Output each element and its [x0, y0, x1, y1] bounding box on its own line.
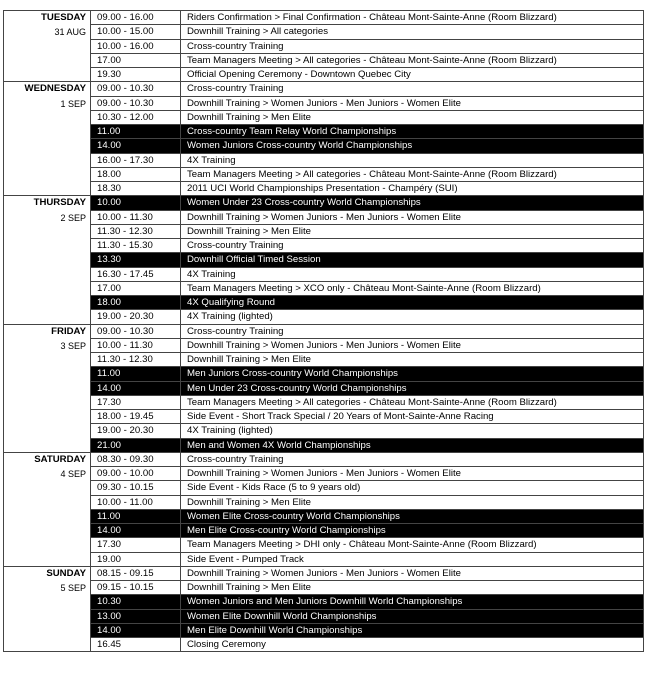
schedule-row — [4, 481, 644, 495]
schedule-row — [4, 424, 644, 438]
event-cell: Closing Ceremony — [181, 638, 644, 652]
event-cell: 2011 UCI World Championships Presentation - Champéry (SUI) — [181, 182, 644, 196]
schedule-row — [4, 566, 644, 580]
time-cell: 11.00 — [91, 509, 181, 523]
time-cell: 09.30 - 10.15 — [91, 481, 181, 495]
time-cell: 16.00 - 17.30 — [91, 153, 181, 167]
event-cell: Team Managers Meeting > All categories - Château Mont-Sainte-Anne (Room Blizzard) — [181, 167, 644, 181]
event-cell: Downhill Official Timed Session — [181, 253, 644, 267]
event-cell: Men Juniors Cross-country World Championships — [181, 367, 644, 381]
day-cell — [4, 11, 91, 82]
event-cell: 4X Qualifying Round — [181, 296, 644, 310]
time-cell: 18.00 — [91, 167, 181, 181]
day-date: 4 SEP — [60, 469, 86, 479]
event-cell: Cross-country Training — [181, 239, 644, 253]
time-cell: 10.00 - 11.00 — [91, 495, 181, 509]
time-cell: 11.30 - 15.30 — [91, 239, 181, 253]
time-cell: 19.30 — [91, 68, 181, 82]
day-name: THURSDAY — [33, 197, 86, 209]
schedule-row — [4, 25, 644, 39]
time-cell: 14.00 — [91, 381, 181, 395]
time-cell: 09.00 - 10.30 — [91, 96, 181, 110]
event-cell: 4X Training — [181, 267, 644, 281]
time-cell: 11.30 - 12.30 — [91, 353, 181, 367]
event-cell: Downhill Training > Women Juniors - Men Juniors - Women Elite — [181, 338, 644, 352]
event-cell: Women Under 23 Cross-country World Championships — [181, 196, 644, 210]
event-cell: Side Event - Kids Race (5 to 9 years old) — [181, 481, 644, 495]
time-cell: 10.00 - 15.00 — [91, 25, 181, 39]
event-cell: Cross-country Training — [181, 452, 644, 466]
schedule-row-championship — [4, 196, 644, 210]
time-cell: 14.00 — [91, 139, 181, 153]
schedule-row — [4, 353, 644, 367]
schedule-row — [4, 110, 644, 124]
event-cell: Downhill Training > Women Juniors - Men Juniors - Women Elite — [181, 467, 644, 481]
event-cell: Downhill Training > Women Juniors - Men Juniors - Women Elite — [181, 210, 644, 224]
schedule-row — [4, 224, 644, 238]
event-cell: Riders Confirmation > Final Confirmation - Château Mont-Sainte-Anne (Room Blizzard) — [181, 11, 644, 25]
schedule-row — [4, 96, 644, 110]
time-cell: 09.00 - 16.00 — [91, 11, 181, 25]
time-cell: 14.00 — [91, 524, 181, 538]
schedule-row-championship — [4, 438, 644, 452]
time-cell: 21.00 — [91, 438, 181, 452]
event-cell: Women Juniors Cross-country World Championships — [181, 139, 644, 153]
schedule-row — [4, 11, 644, 25]
schedule-row — [4, 267, 644, 281]
day-date: 1 SEP — [60, 98, 86, 109]
time-cell: 16.30 - 17.45 — [91, 267, 181, 281]
event-cell: Men Elite Cross-country World Championships — [181, 524, 644, 538]
event-cell: Cross-country Training — [181, 39, 644, 53]
schedule-row-championship — [4, 609, 644, 623]
day-cell — [4, 566, 91, 652]
event-cell: Team Managers Meeting > XCO only - Château Mont-Sainte-Anne (Room Blizzard) — [181, 281, 644, 295]
event-cell: Official Opening Ceremony - Downtown Quebec City — [181, 68, 644, 82]
event-cell: Side Event - Pumped Track — [181, 552, 644, 566]
time-cell: 18.30 — [91, 182, 181, 196]
day-name: SATURDAY — [34, 453, 86, 465]
time-cell: 10.00 — [91, 196, 181, 210]
time-cell: 08.15 - 09.15 — [91, 566, 181, 580]
schedule-row — [4, 581, 644, 595]
day-cell — [4, 196, 91, 324]
event-cell: Women Elite Cross-country World Championships — [181, 509, 644, 523]
event-cell: Downhill Training > Men Elite — [181, 495, 644, 509]
event-cell: Women Juniors and Men Juniors Downhill World Championships — [181, 595, 644, 609]
schedule-row — [4, 281, 644, 295]
time-cell: 09.00 - 10.30 — [91, 324, 181, 338]
event-cell: Cross-country Team Relay World Championships — [181, 125, 644, 139]
event-cell: Downhill Training > Men Elite — [181, 581, 644, 595]
event-cell: Downhill Training > Women Juniors - Men Juniors - Women Elite — [181, 566, 644, 580]
schedule-row — [4, 467, 644, 481]
time-cell: 14.00 — [91, 623, 181, 637]
day-name: TUESDAY — [41, 12, 86, 23]
day-date: 3 SEP — [60, 340, 86, 351]
day-date: 2 SEP — [60, 212, 86, 223]
time-cell: 08.30 - 09.30 — [91, 452, 181, 466]
time-cell: 16.45 — [91, 638, 181, 652]
event-cell: 4X Training (lighted) — [181, 424, 644, 438]
schedule-row — [4, 452, 644, 466]
schedule-row-championship — [4, 367, 644, 381]
time-cell: 11.30 - 12.30 — [91, 224, 181, 238]
day-cell — [4, 452, 91, 566]
time-cell: 19.00 - 20.30 — [91, 310, 181, 324]
schedule-row — [4, 167, 644, 181]
schedule-row-championship — [4, 595, 644, 609]
time-cell: 11.00 — [91, 125, 181, 139]
event-cell: 4X Training (lighted) — [181, 310, 644, 324]
event-cell: Men Under 23 Cross-country World Championships — [181, 381, 644, 395]
event-cell: Team Managers Meeting > All categories - Château Mont-Sainte-Anne (Room Blizzard) — [181, 53, 644, 67]
schedule-row — [4, 182, 644, 196]
schedule-row-championship — [4, 524, 644, 538]
schedule-row — [4, 395, 644, 409]
time-cell: 19.00 — [91, 552, 181, 566]
day-date: 31 AUG — [54, 27, 86, 38]
time-cell: 10.00 - 11.30 — [91, 210, 181, 224]
time-cell: 13.00 — [91, 609, 181, 623]
time-cell: 18.00 - 19.45 — [91, 410, 181, 424]
schedule-row — [4, 552, 644, 566]
time-cell: 19.00 - 20.30 — [91, 424, 181, 438]
time-cell: 10.30 - 12.00 — [91, 110, 181, 124]
schedule-row — [4, 239, 644, 253]
schedule-row-championship — [4, 623, 644, 637]
day-cell — [4, 324, 91, 452]
event-cell: Downhill Training > Men Elite — [181, 353, 644, 367]
schedule-row-championship — [4, 253, 644, 267]
schedule-row — [4, 82, 644, 96]
day-date: 5 SEP — [60, 583, 86, 593]
event-cell: Men and Women 4X World Championships — [181, 438, 644, 452]
time-cell: 10.00 - 16.00 — [91, 39, 181, 53]
event-cell: Downhill Training > Women Juniors - Men Juniors - Women Elite — [181, 96, 644, 110]
time-cell: 17.30 — [91, 395, 181, 409]
time-cell: 09.00 - 10.30 — [91, 82, 181, 96]
schedule-table — [3, 10, 644, 652]
event-cell: Cross-country Training — [181, 82, 644, 96]
day-name: SUNDAY — [46, 567, 86, 579]
schedule-row — [4, 538, 644, 552]
time-cell: 17.30 — [91, 538, 181, 552]
day-name: FRIDAY — [51, 325, 86, 337]
time-cell: 13.30 — [91, 253, 181, 267]
time-cell: 18.00 — [91, 296, 181, 310]
time-cell: 09.00 - 10.00 — [91, 467, 181, 481]
schedule-row — [4, 638, 644, 652]
day-cell — [4, 82, 91, 196]
schedule-row — [4, 53, 644, 67]
event-cell: Cross-country Training — [181, 324, 644, 338]
schedule-row — [4, 310, 644, 324]
schedule-row — [4, 68, 644, 82]
time-cell: 17.00 — [91, 281, 181, 295]
event-cell: Downhill Training > All categories — [181, 25, 644, 39]
schedule-row-championship — [4, 139, 644, 153]
event-cell: Team Managers Meeting > All categories - Château Mont-Sainte-Anne (Room Blizzard) — [181, 395, 644, 409]
event-cell: Men Elite Downhill World Championships — [181, 623, 644, 637]
schedule-row — [4, 210, 644, 224]
schedule-row — [4, 153, 644, 167]
event-cell: Downhill Training > Men Elite — [181, 110, 644, 124]
schedule-row-championship — [4, 125, 644, 139]
time-cell: 09.15 - 10.15 — [91, 581, 181, 595]
event-cell: Team Managers Meeting > DHI only - Château Mont-Sainte-Anne (Room Blizzard) — [181, 538, 644, 552]
event-cell: Women Elite Downhill World Championships — [181, 609, 644, 623]
day-name: WEDNESDAY — [24, 83, 86, 95]
schedule-row-championship — [4, 296, 644, 310]
schedule-row-championship — [4, 509, 644, 523]
schedule-row — [4, 495, 644, 509]
event-cell: Side Event - Short Track Special / 20 Years of Mont-Sainte-Anne Racing — [181, 410, 644, 424]
schedule-row — [4, 39, 644, 53]
time-cell: 10.30 — [91, 595, 181, 609]
time-cell: 11.00 — [91, 367, 181, 381]
schedule-row — [4, 410, 644, 424]
time-cell: 10.00 - 11.30 — [91, 338, 181, 352]
schedule-row — [4, 338, 644, 352]
schedule-row-championship — [4, 381, 644, 395]
schedule-row — [4, 324, 644, 338]
time-cell: 17.00 — [91, 53, 181, 67]
event-cell: 4X Training — [181, 153, 644, 167]
event-cell: Downhill Training > Men Elite — [181, 224, 644, 238]
